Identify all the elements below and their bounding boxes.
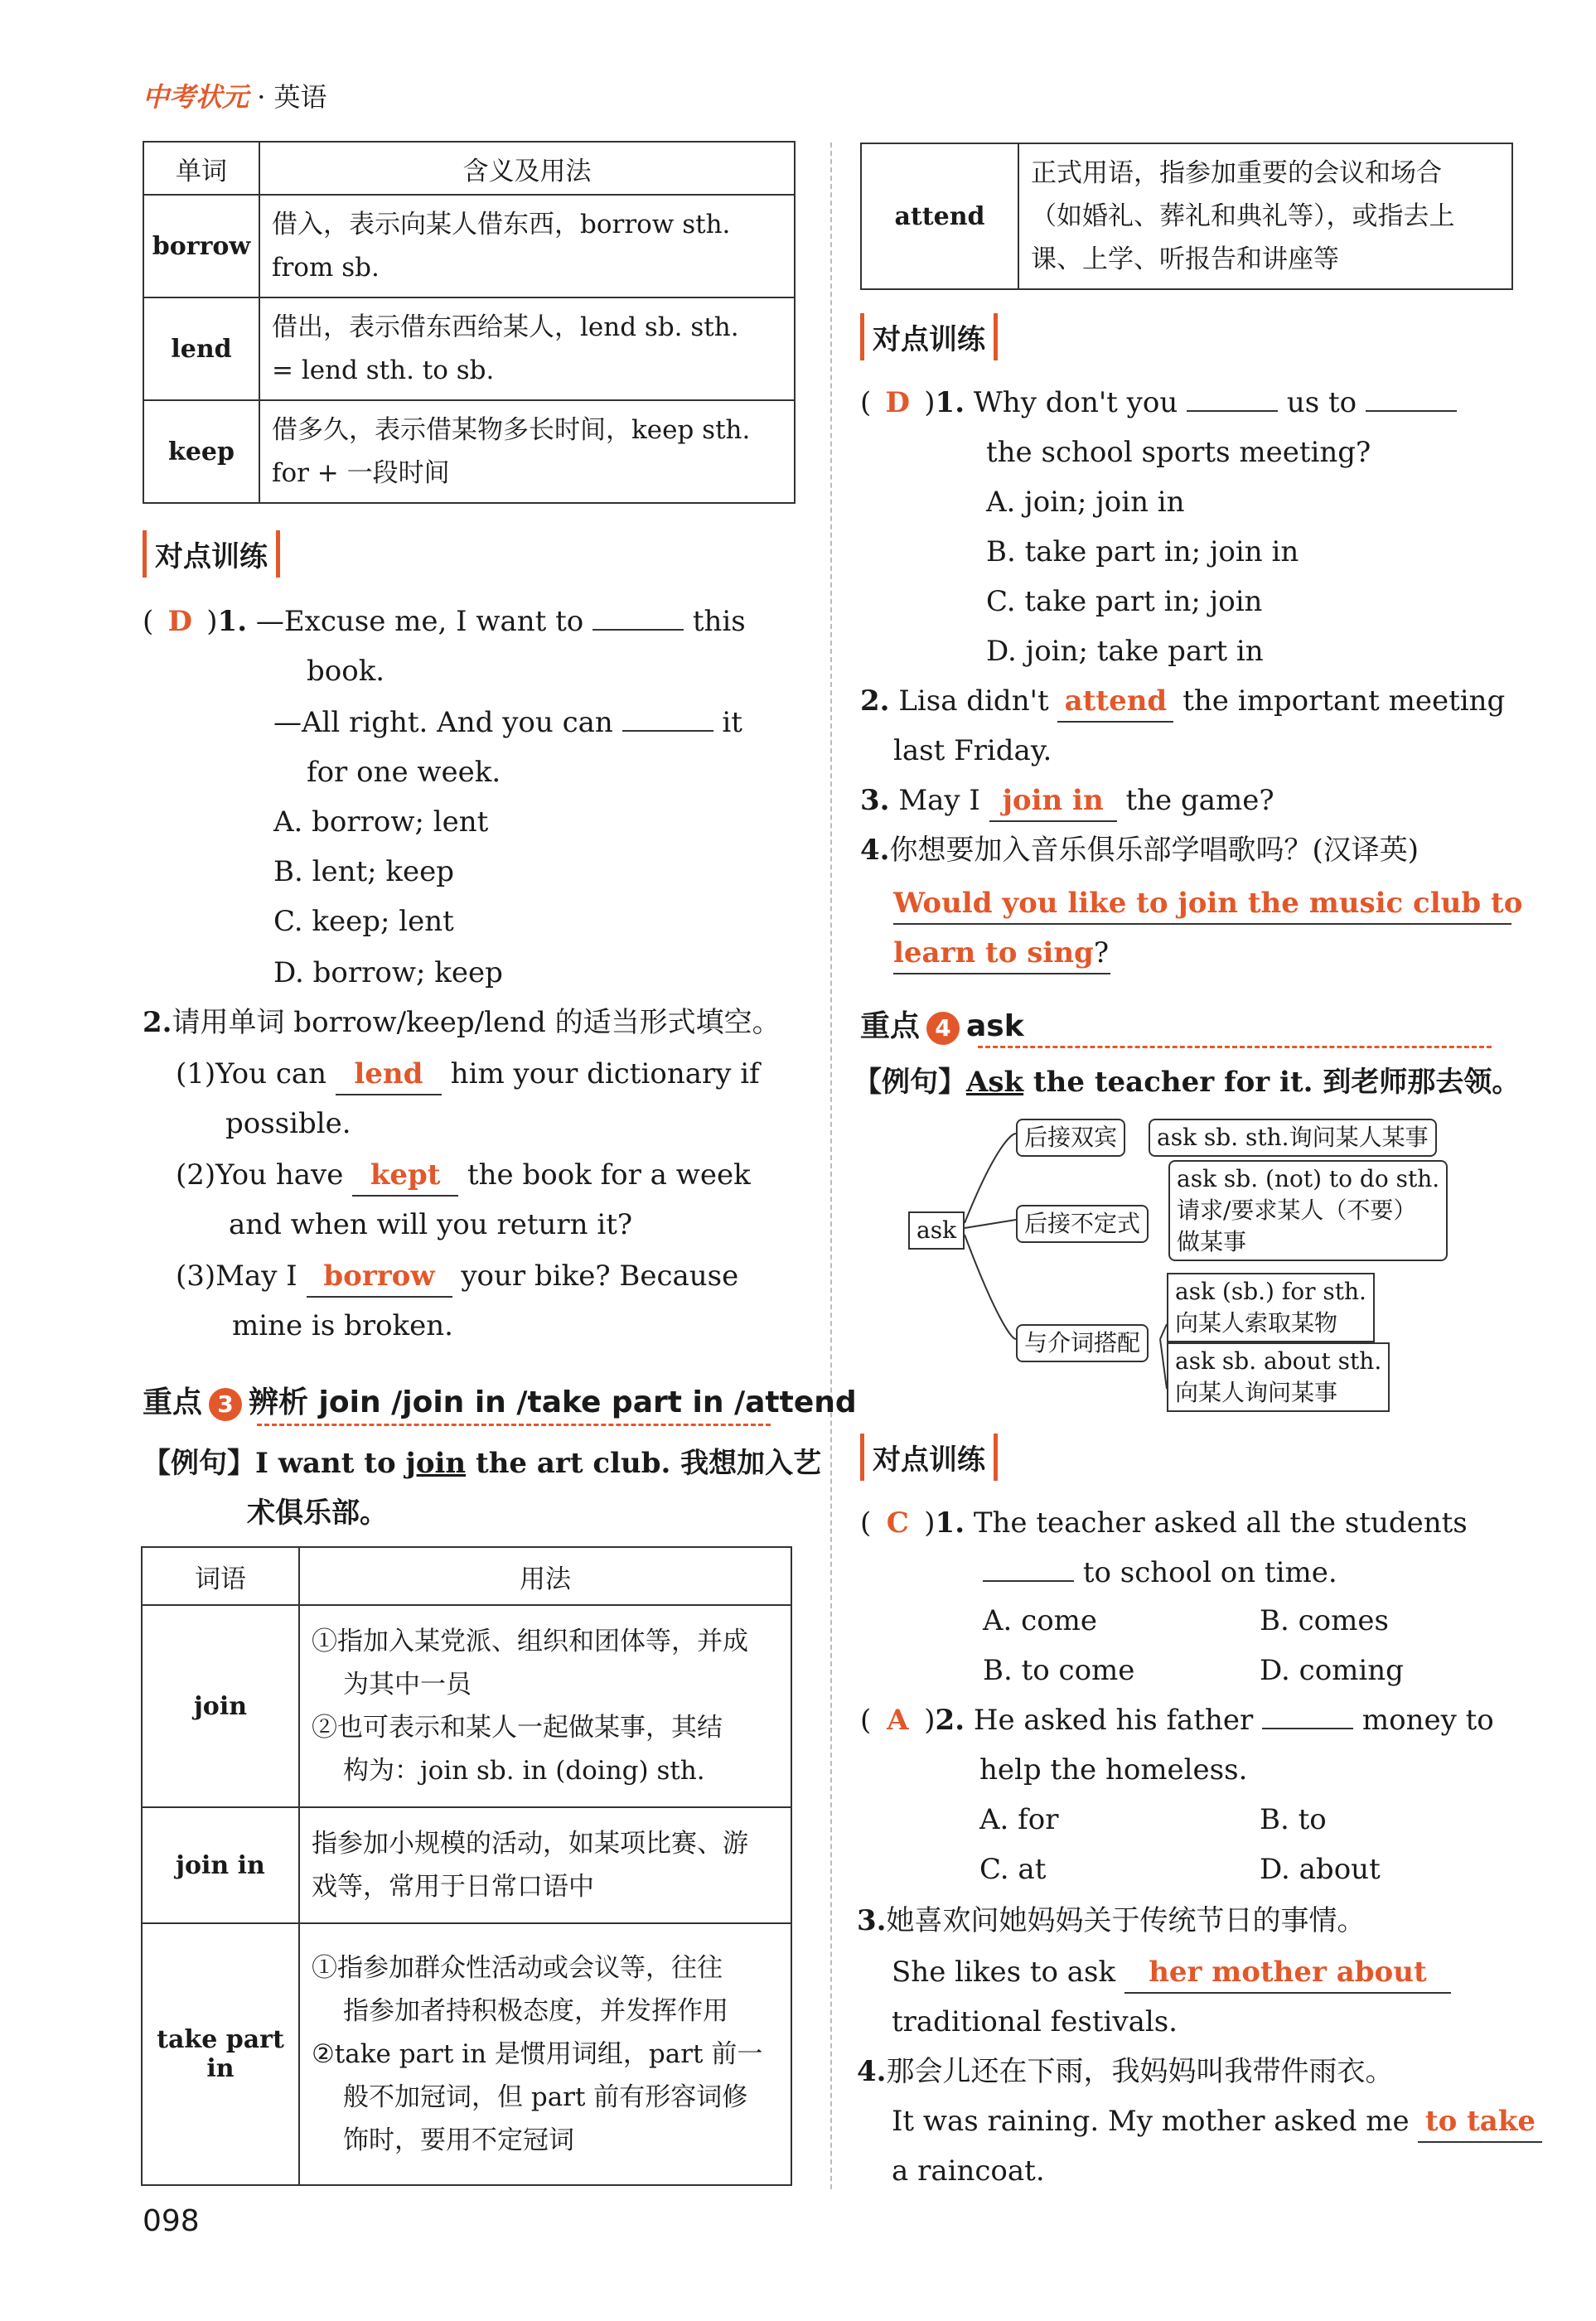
option-a[interactable]: A. for <box>979 1803 1059 1836</box>
right2-q1: ( C )1. The teacher asked all the students <box>860 1506 1468 1540</box>
option-c[interactable]: C. at <box>979 1853 1047 1886</box>
right2-q4-title: 4.那会儿还在下雨，我妈妈叫我带件雨衣。 <box>857 2055 1394 2088</box>
table-header-usage: 含义及用法 <box>259 142 795 195</box>
mindmap-branch-1: 后接双宾 <box>1016 1119 1125 1157</box>
left-q2-s3: (3)May I borrow your bike? Because <box>176 1251 738 1301</box>
dashed-arrow <box>978 1046 1492 1048</box>
table-row: attend 正式用语，指参加重要的会议和场合 （如婚礼、葬礼和典礼等），或指去上 课、上学、听报告和讲座等 <box>861 143 1512 289</box>
page-number: 098 <box>143 2204 200 2238</box>
answer-blank[interactable] <box>983 1580 1074 1582</box>
answer-blank[interactable] <box>622 730 713 732</box>
subject-label: 英语 <box>273 81 327 113</box>
mindmap-leaf: ask sb. about sth. 向某人询问某事 <box>1167 1342 1390 1412</box>
option-c[interactable]: C. keep; lent <box>273 905 454 938</box>
right-q4-title: 4.你想要加入音乐俱乐部学唱歌吗？(汉译英) <box>860 834 1419 867</box>
option-b[interactable]: B. take part in; join in <box>986 535 1299 568</box>
attend-table <box>860 143 1513 290</box>
answer-blank[interactable] <box>1366 410 1457 412</box>
answer-blank[interactable]: her mother about <box>1124 1952 1451 1994</box>
key-number-badge: 3 <box>209 1388 242 1421</box>
left-q2-s1: (1)You can lend him your dictionary if <box>176 1049 760 1099</box>
mindmap-leaf: ask (sb.) for sth. 向某人索取某物 <box>1167 1273 1375 1342</box>
mindmap-leaf: ask sb. sth.询问某人某事 <box>1149 1119 1437 1157</box>
option-d[interactable]: D. borrow; keep <box>273 956 503 989</box>
dashed-arrow <box>257 1424 771 1426</box>
option-b[interactable]: B. comes <box>1260 1604 1389 1637</box>
option-b[interactable]: B. to <box>1260 1803 1327 1836</box>
vocab-table-borrow-lend-keep <box>143 141 796 504</box>
table-row: take part in ①指参加群众性活动或会议等，往往 指参加者持积极态度，并发挥作用 ②take part in 是惯用词组，part 前一 般不加冠词，但 part 前有形容词修 饰时，要用不定冠词 <box>142 1923 791 2185</box>
mindmap-leaf: ask sb. (not) to do sth. 请求/要求某人（不要） 做某事 <box>1168 1160 1448 1261</box>
right2-q3-title: 3.她喜欢问她妈妈关于传统节日的事情。 <box>857 1904 1366 1937</box>
drill-title: 对点训练 <box>143 530 280 578</box>
page-header: 中考状元 · 英语 <box>143 81 327 113</box>
answer-line[interactable]: learn to sing? <box>893 933 1110 974</box>
option-b[interactable]: B. lent; keep <box>273 855 455 888</box>
option-c[interactable]: B. to come <box>983 1654 1135 1687</box>
ask-mindmap <box>895 1115 1475 1414</box>
right2-q2: ( A )2. He asked his father money to <box>860 1704 1494 1737</box>
drill-title: 对点训练 <box>860 313 998 360</box>
answer-blank[interactable]: kept <box>352 1155 458 1197</box>
key-point-3-heading: 重点 3 辨析 join /join in /take part in /attend <box>143 1385 857 1419</box>
table-row: join in 指参加小规模的活动，如某项比赛、游 戏等，常用于日常口语中 <box>142 1807 791 1923</box>
table-row: lend 借出，表示借东西给某人，lend sb. sth. = lend sth. to sb. <box>143 297 795 400</box>
key-number-badge: 4 <box>926 1012 960 1045</box>
table-row: keep 借多久，表示借某物多长时间，keep sth. for + 一段时间 <box>143 400 795 503</box>
example-sentence-4: 【例句】Ask the teacher for it. 到老师那去领。 <box>854 1066 1521 1099</box>
answer-blank[interactable]: borrow <box>307 1256 452 1298</box>
drill-title: 对点训练 <box>860 1434 998 1481</box>
table-row: join ①指加入某党派、组织和团体等，并成 为其中一员 ②也可表示和某人一起做某事，其结 构为：join sb. in (doing) sth. <box>142 1605 791 1807</box>
brand-logo: 中考状元 <box>143 81 249 113</box>
table-header-phrase: 词语 <box>142 1547 299 1605</box>
right-q3: 3. May I join in the game? <box>860 776 1274 825</box>
answer-blank[interactable]: attend <box>1057 681 1173 723</box>
right-q1: ( D )1. Why don't you us to <box>860 378 1457 428</box>
answer-blank[interactable] <box>1187 410 1278 412</box>
answer-blank[interactable]: to take <box>1418 2101 1542 2143</box>
option-a[interactable]: A. come <box>983 1604 1098 1637</box>
answer-blank[interactable]: lend <box>336 1054 442 1095</box>
right-q2: 2. Lisa didn't attend the important meeting <box>860 676 1505 726</box>
table-header-usage: 用法 <box>299 1547 791 1605</box>
option-d[interactable]: D. about <box>1260 1853 1381 1886</box>
mindmap-branch-2: 后接不定式 <box>1016 1205 1149 1243</box>
left-q2-title: 2.请用单词 borrow/keep/lend 的适当形式填空。 <box>143 1006 781 1039</box>
mindmap-root: ask <box>908 1211 965 1250</box>
answer-blank[interactable]: join in <box>989 781 1117 822</box>
option-d[interactable]: D. coming <box>1260 1654 1404 1687</box>
example-sentence-3: 【例句】I want to join the art club. 我想加入艺 <box>143 1447 822 1480</box>
left-q1: ( D )1. —Excuse me, I want to this <box>143 605 746 638</box>
table-row: borrow 借入，表示向某人借东西，borrow sth. from sb. <box>143 195 795 297</box>
key-point-4-heading: 重点 4 ask <box>860 1009 1024 1043</box>
option-d[interactable]: D. join; take part in <box>986 635 1264 668</box>
answer-line[interactable]: Would you like to join the music club to <box>893 883 1511 925</box>
answer-blank[interactable] <box>1262 1728 1353 1729</box>
usage-table-join <box>141 1546 792 2186</box>
mindmap-branch-3: 与介词搭配 <box>1016 1324 1149 1362</box>
option-a[interactable]: A. borrow; lent <box>273 805 489 839</box>
answer-blank[interactable] <box>592 629 684 631</box>
table-header-word: 单词 <box>143 142 259 195</box>
column-divider <box>830 143 832 2189</box>
option-c[interactable]: C. take part in; join <box>986 585 1263 618</box>
left-q2-s2: (2)You have kept the book for a week <box>176 1150 751 1200</box>
option-a[interactable]: A. join; join in <box>986 486 1185 519</box>
